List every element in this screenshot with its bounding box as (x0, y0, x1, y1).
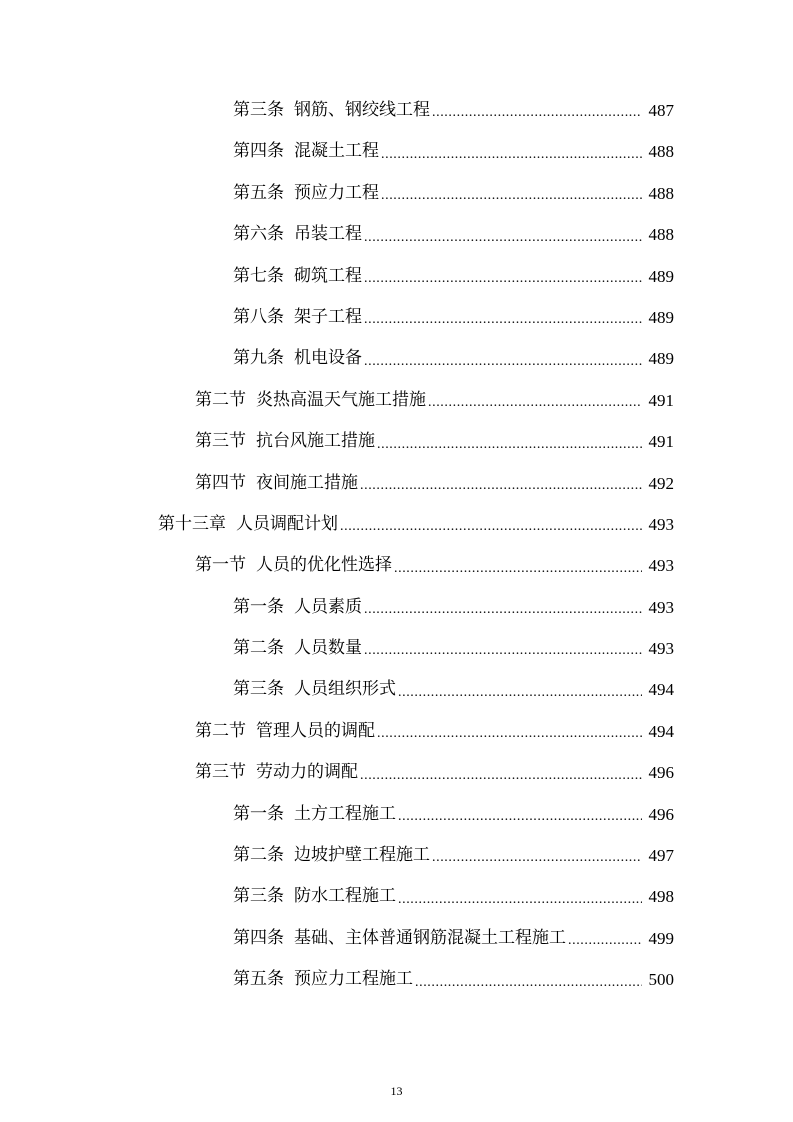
toc-entry-page: 494 (648, 680, 674, 700)
toc-entry[interactable] (0, 256, 793, 297)
toc-dot-leader (432, 90, 642, 131)
toc-dot-leader (398, 669, 642, 710)
toc-entry-title: 人员数量 (294, 638, 362, 659)
toc-entry-number: 第三条 (233, 679, 284, 700)
toc-dot-leader (568, 918, 642, 959)
toc-entry-title: 砌筑工程 (294, 265, 362, 286)
toc-entry-title: 管理人员的调配 (256, 720, 375, 741)
toc-entry-page: 489 (648, 349, 674, 369)
toc-entry-title: 人员的优化性选择 (256, 555, 392, 576)
toc-entry[interactable] (0, 711, 793, 752)
toc-entry-page: 489 (648, 307, 674, 327)
toc-entry-title: 钢筋、钢绞线工程 (294, 100, 430, 120)
toc-entry-page: 492 (648, 473, 674, 493)
toc-entry-page: 497 (648, 846, 674, 866)
toc-entry[interactable] (0, 131, 793, 172)
toc-entry[interactable] (0, 959, 793, 1000)
toc-entry-title: 人员组织形式 (294, 679, 396, 700)
toc-dot-leader (398, 876, 642, 917)
toc-dot-leader (428, 380, 642, 421)
toc-entry[interactable] (0, 297, 793, 338)
toc-entry-title: 预应力工程 (294, 182, 379, 203)
toc-dot-leader (415, 959, 642, 1000)
toc-dot-leader (364, 338, 642, 379)
toc-entry-title: 夜间施工措施 (256, 472, 358, 493)
toc-entry-number: 第三条 (233, 886, 284, 907)
toc-entry-page: 493 (648, 639, 674, 659)
toc-entry-number: 第一条 (233, 803, 284, 824)
toc-entry[interactable] (0, 463, 793, 504)
toc-entry-page: 488 (648, 225, 674, 245)
toc-entry-page: 493 (648, 514, 674, 534)
toc-dot-leader (360, 752, 642, 793)
toc-dot-leader (340, 504, 642, 545)
toc-entry-page: 491 (648, 432, 674, 452)
toc-dot-leader (364, 214, 642, 255)
toc-entry[interactable] (0, 504, 793, 545)
toc-entry-number: 第十三章 (158, 513, 226, 534)
toc-entry-number: 第八条 (233, 306, 284, 327)
toc-entry[interactable] (0, 876, 793, 917)
toc-entry[interactable] (0, 173, 793, 214)
toc-entry-title: 边坡护壁工程施工 (294, 845, 430, 866)
toc-entry-number: 第二节 (195, 720, 246, 741)
toc-entry-number: 第三条 (233, 100, 284, 120)
toc-dot-leader (364, 587, 642, 628)
toc-entry-page: 493 (648, 597, 674, 617)
toc-entry-number: 第二条 (233, 845, 284, 866)
toc-entry[interactable] (0, 587, 793, 628)
toc-entry-page: 496 (648, 763, 674, 783)
toc-dot-leader (381, 173, 642, 214)
toc-entry-number: 第二节 (195, 389, 246, 410)
toc-entry-page: 491 (648, 390, 674, 410)
toc-dot-leader (432, 835, 642, 876)
toc-entry-title: 基础、主体普通钢筋混凝土工程施工 (294, 927, 566, 948)
toc-entry-number: 第四节 (195, 472, 246, 493)
toc-entry[interactable] (0, 338, 793, 379)
toc-entry-title: 炎热高温天气施工措施 (256, 389, 426, 410)
toc-entry-page: 489 (648, 266, 674, 286)
toc-entry-title: 机电设备 (294, 348, 362, 369)
toc-entry-page: 487 (648, 101, 674, 120)
toc-entry[interactable] (0, 545, 793, 586)
toc-entry-page: 498 (648, 887, 674, 907)
toc-entry[interactable] (0, 421, 793, 462)
toc-entry-page: 493 (648, 556, 674, 576)
toc-entry[interactable] (0, 669, 793, 710)
toc-entry[interactable] (0, 752, 793, 793)
toc-dot-leader (394, 545, 642, 586)
page-number: 13 (390, 1084, 403, 1098)
toc-entry-title: 人员调配计划 (236, 513, 338, 534)
toc-dot-leader (364, 628, 642, 669)
toc-entry-title: 防水工程施工 (294, 886, 396, 907)
toc-entry-title: 架子工程 (294, 306, 362, 327)
toc-entry-page: 488 (648, 142, 674, 162)
toc-entry-number: 第九条 (233, 348, 284, 369)
toc-entry-title: 人员素质 (294, 596, 362, 617)
toc-dot-leader (364, 256, 642, 297)
toc-dot-leader (377, 711, 642, 752)
toc-entry-number: 第三节 (195, 431, 246, 452)
toc-entry-number: 第三节 (195, 762, 246, 783)
toc-entry-number: 第六条 (233, 224, 284, 245)
toc-entry[interactable] (0, 835, 793, 876)
toc-entry-number: 第一节 (195, 555, 246, 576)
toc-entry-number: 第五条 (233, 182, 284, 203)
toc-entry-page: 500 (648, 970, 674, 990)
toc-entry[interactable] (0, 380, 793, 421)
toc-entry-number: 第七条 (233, 265, 284, 286)
toc-dot-leader (398, 794, 642, 835)
toc-entry-title: 抗台风施工措施 (256, 431, 375, 452)
toc-entry[interactable] (0, 214, 793, 255)
toc-entry-title: 混凝土工程 (294, 141, 379, 162)
toc-entry-title: 预应力工程施工 (294, 969, 413, 990)
toc-entry[interactable] (0, 628, 793, 669)
toc-entry[interactable] (0, 794, 793, 835)
toc-entry-page: 499 (648, 928, 674, 948)
toc-dot-leader (377, 421, 642, 462)
toc-entry-page: 496 (648, 804, 674, 824)
toc-entry-number: 第二条 (233, 638, 284, 659)
toc-entry-number: 第四条 (233, 141, 284, 162)
toc-dot-leader (381, 131, 642, 172)
toc-entry-number: 第四条 (233, 927, 284, 948)
toc-entry-title: 土方工程施工 (294, 803, 396, 824)
toc-entry-title: 劳动力的调配 (256, 762, 358, 783)
toc-entry[interactable] (0, 90, 793, 131)
toc-entry-page: 488 (648, 183, 674, 203)
table-of-contents (0, 90, 793, 1001)
toc-entry[interactable] (0, 918, 793, 959)
toc-entry-number: 第一条 (233, 596, 284, 617)
toc-dot-leader (364, 297, 642, 338)
toc-entry-title: 吊装工程 (294, 224, 362, 245)
toc-dot-leader (360, 463, 642, 504)
toc-entry-number: 第五条 (233, 969, 284, 990)
toc-entry-page: 494 (648, 721, 674, 741)
